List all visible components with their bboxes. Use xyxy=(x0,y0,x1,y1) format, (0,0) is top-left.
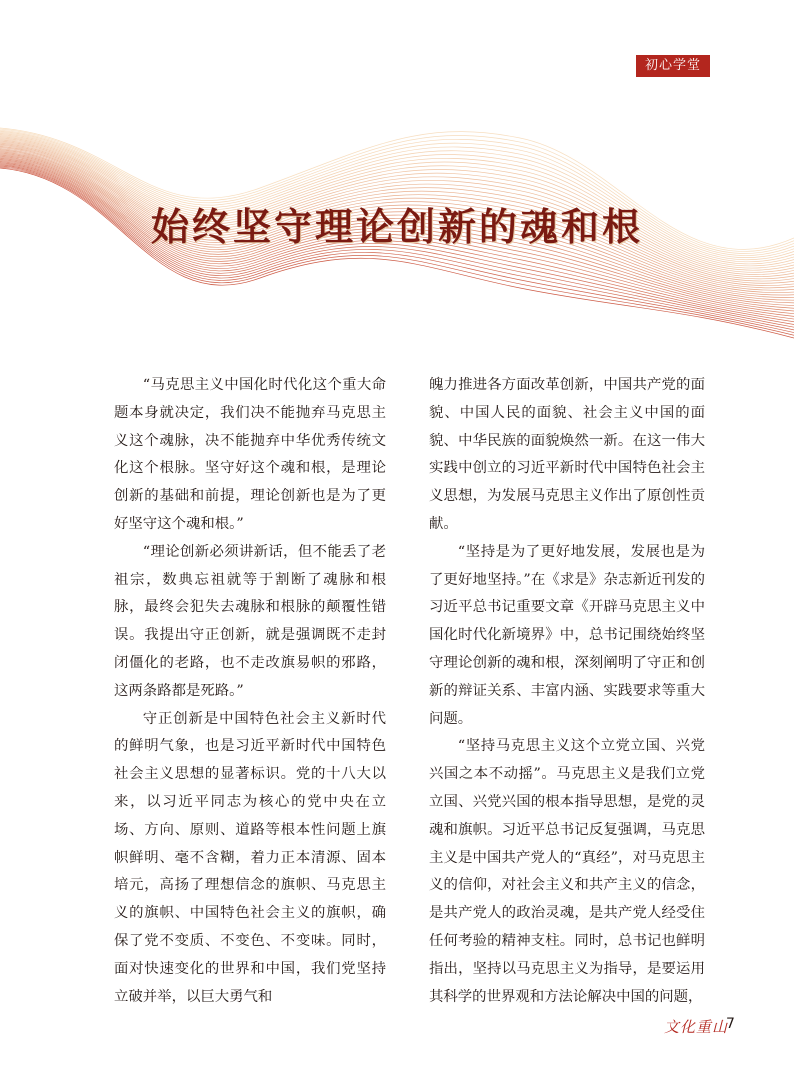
article-title: 始终坚守理论创新的魂和根 xyxy=(150,204,643,249)
paragraph: “坚持是为了更好地发展，发展也是为了更好地坚持。”在《求是》杂志新近刊发的习近平总书记重要文章《开辟马克思主义中国化时代化新境界》中，总书记围绕始终坚守理论创新的魂和根，深刻阐明了守正和创新的辩证关系、丰富内涵、实践要求等重大问题。 xyxy=(429,543,705,727)
page-number: 7 xyxy=(726,1016,735,1032)
paragraph: “坚持马克思主义这个立党立国、兴党兴国之本不动摇”。马克思主义是我们立党立国、兴党兴国的根本指导思想，是党的灵魂和旗帜。习近平总书记反复强调，马克思主义是中国共产党人的“真经”，对马克思主义的信仰，对社会主义和共产主义的信念，是共产党人的政治灵魂，是共产党人经受住任何考验的精神支柱。同时，总书记也鲜明指出，坚持以马克思主义为指导，是要运用其科学的世界观和方法论解决中国的问题， xyxy=(429,738,705,1005)
section-tag: 初心学堂 xyxy=(636,55,710,77)
article-column-right xyxy=(429,372,705,1011)
magazine-logo: 文化重山 xyxy=(664,1018,729,1036)
article-column-left xyxy=(114,372,386,1011)
paragraph: 守正创新是中国特色社会主义新时代的鲜明气象，也是习近平新时代中国特色社会主义思想的显著标识。党的十八大以来，以习近平同志为核心的党中央在立场、方向、原则、道路等根本性问题上旗帜鲜明、毫不含糊，着力正本清源、固本培元，高扬了理想信念的旗帜、马克思主义的旗帜、中国特色社会主义的旗帜，确保了党不变质、不变色、不变味。同时，面对快速变化的世界和中国，我们党坚持立破并举，以巨大勇气和 xyxy=(114,710,386,1005)
paragraph: “马克思主义中国化时代化这个重大命题本身就决定，我们决不能抛弃马克思主义这个魂脉，决不能抛弃中华优秀传统文化这个根脉。坚守好这个魂和根，是理论创新的基础和前提，理论创新也是为了更好坚守这个魂和根。” xyxy=(114,377,386,532)
paragraph-continuation: 魄力推进各方面改革创新，中国共产党的面貌、中国人民的面貌、社会主义中国的面貌、中华民族的面貌焕然一新。在这一伟大实践中创立的习近平新时代中国特色社会主义思想，为发展马克思主义作出了原创性贡献。 xyxy=(429,377,705,532)
paragraph: “理论创新必须讲新话，但不能丢了老祖宗，数典忘祖就等于割断了魂脉和根脉，最终会犯失去魂脉和根脉的颠覆性错误。我提出守正创新，就是强调既不走封闭僵化的老路，也不走改旗易帜的邪路，这两条路都是死路。” xyxy=(114,543,386,699)
